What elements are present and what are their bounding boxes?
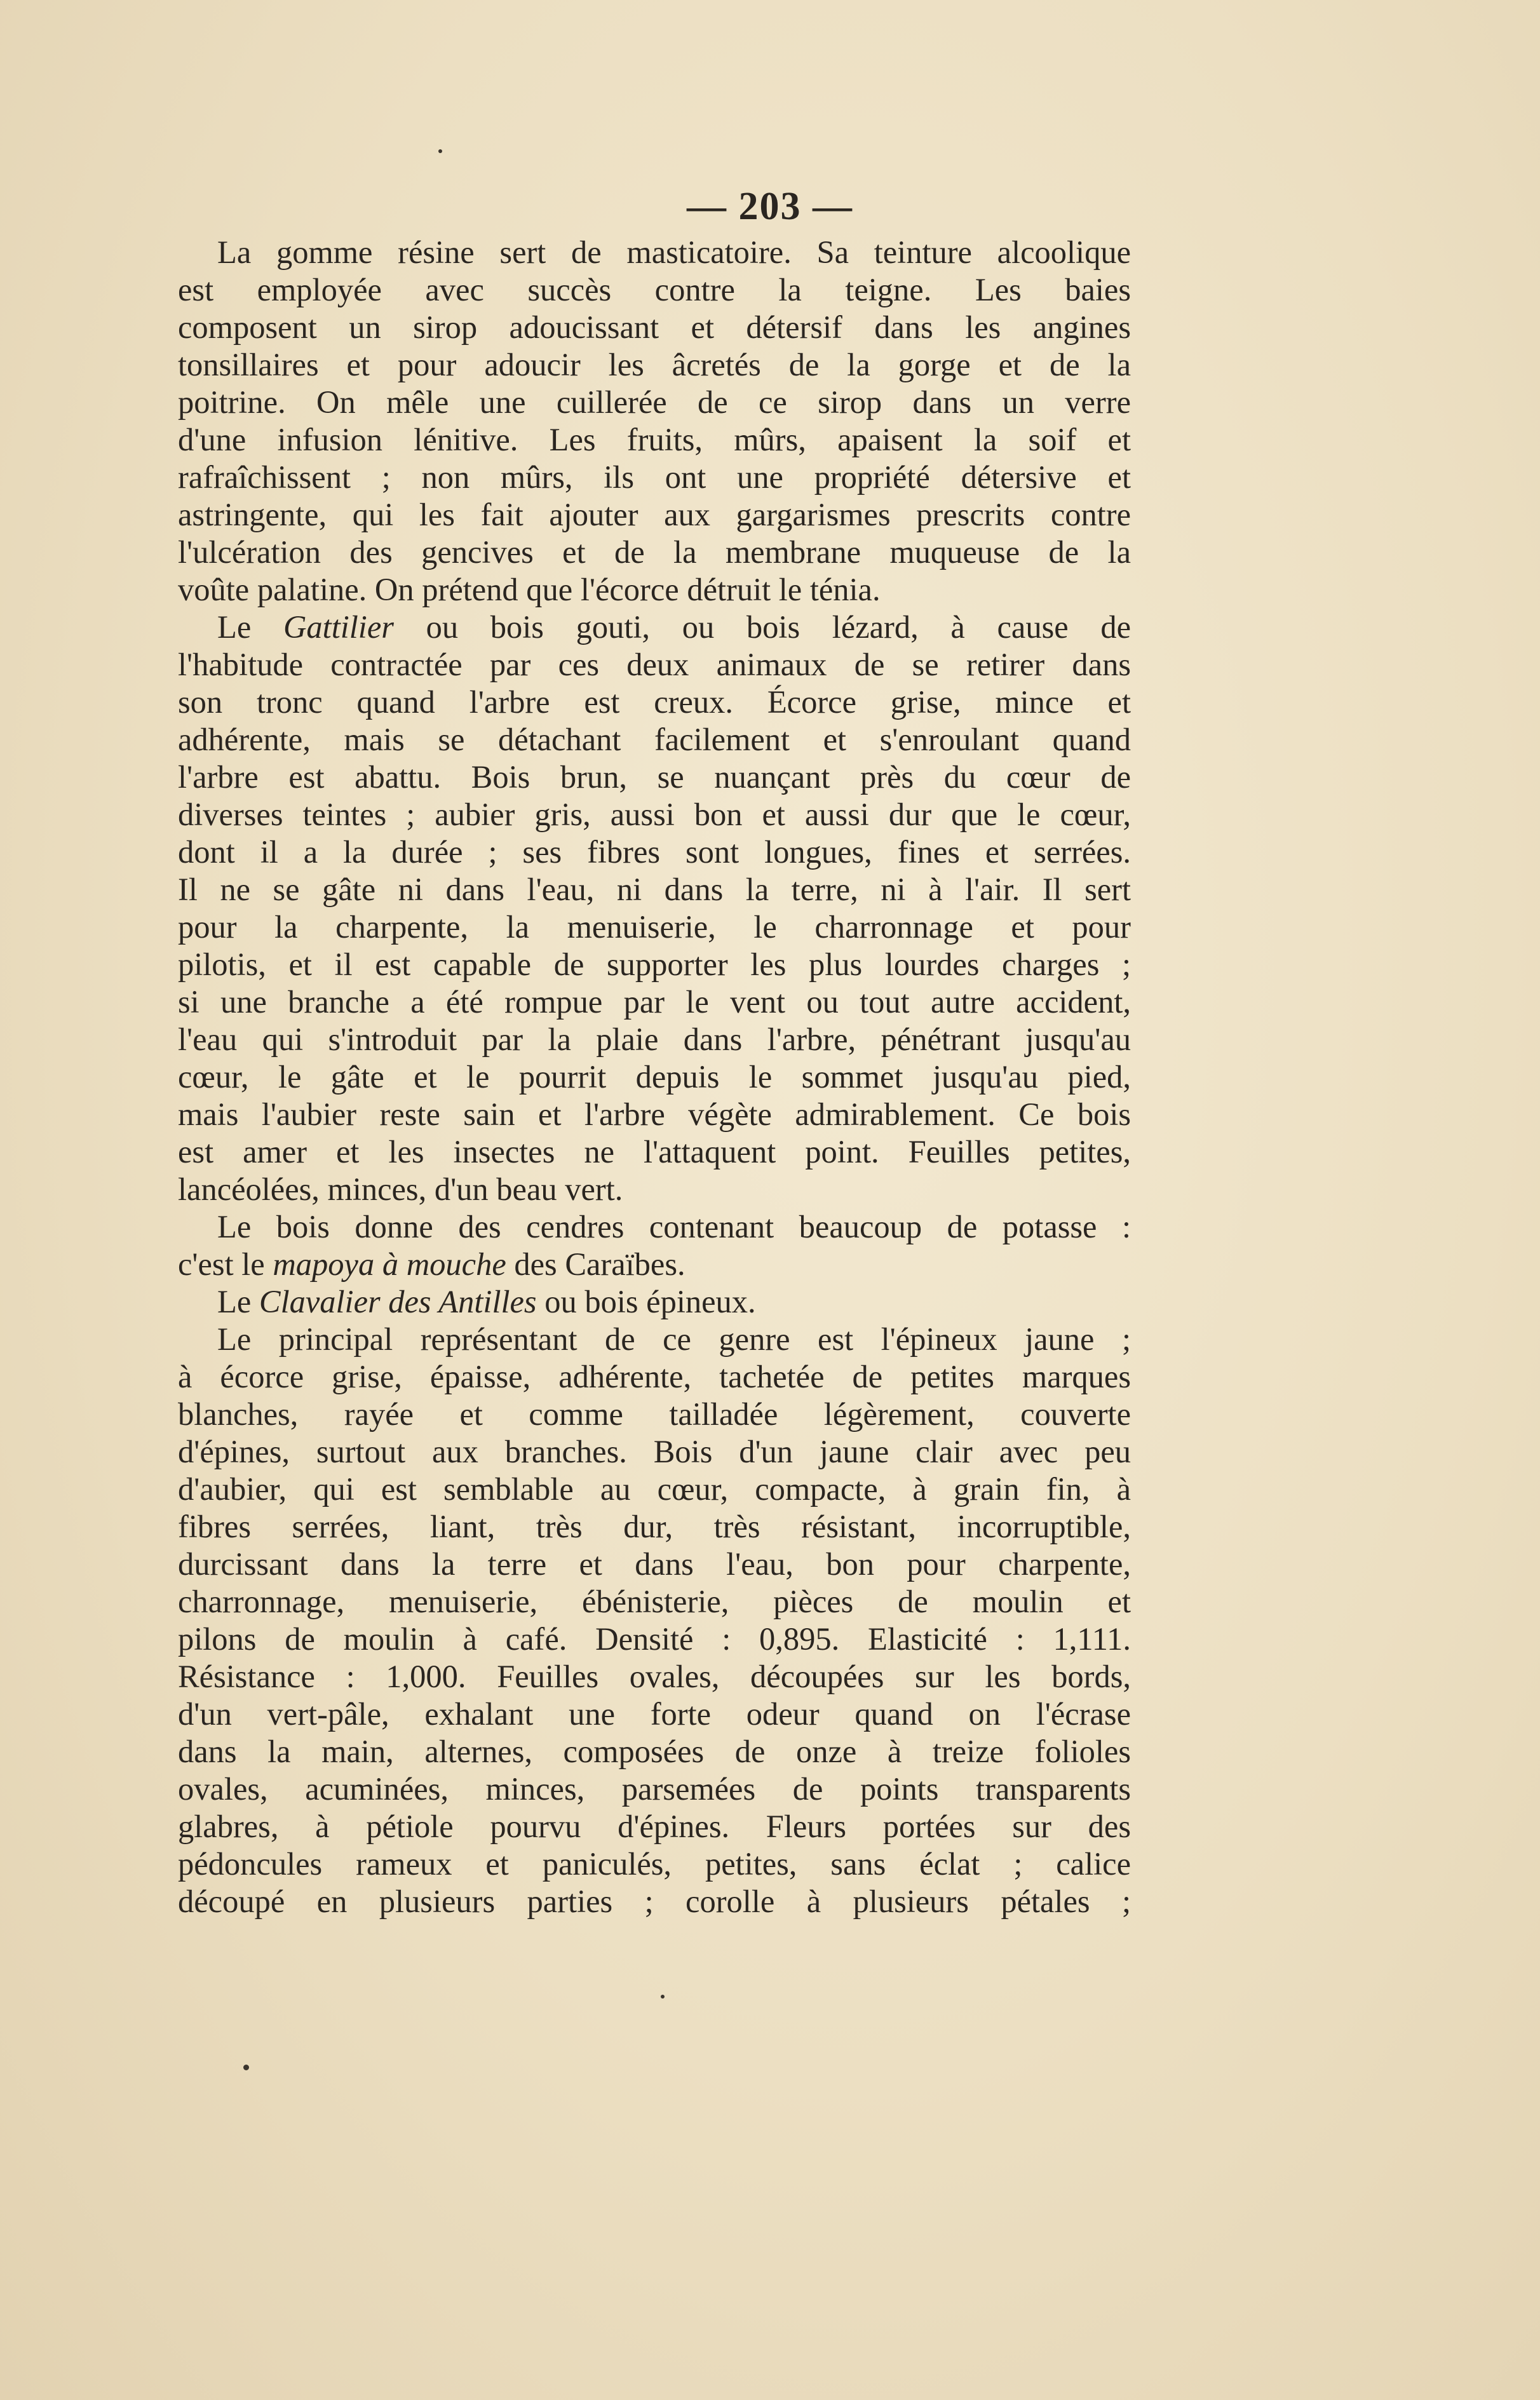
text-line: mais l'aubier reste sain et l'arbre végète admirablement. Ce bois (178, 1096, 1131, 1132)
text-line: Le bois donne des cendres contenant beaucoup de potasse : (217, 1209, 1131, 1244)
text-line: cœur, le gâte et le pourrit depuis le sommet jusqu'au pied, (178, 1059, 1131, 1095)
text-line: à écorce grise, épaisse, adhérente, tachetée de petites marques (178, 1359, 1131, 1394)
body-text (178, 234, 1131, 1920)
paragraph (178, 1283, 1131, 1321)
text-line: pour la charpente, la menuiserie, le charronnage et pour (178, 909, 1131, 945)
text-line: La gomme résine sert de masticatoire. Sa teinture alcoolique (217, 234, 1131, 270)
text-line: charronnage, menuiserie, ébénisterie, pièces de moulin et (178, 1584, 1131, 1619)
text-line: l'arbre est abattu. Bois brun, se nuançant près du cœur de (178, 759, 1131, 795)
text-line: dans la main, alternes, composées de onze à treize folioles (178, 1734, 1131, 1769)
text-line: dont il a la durée ; ses fibres sont longues, fines et serrées. (178, 834, 1131, 870)
text-line: rafraîchissent ; non mûrs, ils ont une propriété détersive et (178, 459, 1131, 495)
paragraph (178, 1321, 1131, 1920)
text-line: Résistance : 1,000. Feuilles ovales, découpées sur les bords, (178, 1659, 1131, 1694)
text-line: adhérente, mais se détachant facilement et s'enroulant quand (178, 722, 1131, 757)
text-line: d'un vert-pâle, exhalant une forte odeur quand on l'écrase (178, 1696, 1131, 1732)
text-line: pilons de moulin à café. Densité : 0,895. Elasticité : 1,111. (178, 1621, 1131, 1657)
print-speck (661, 1995, 665, 1999)
print-speck (438, 149, 442, 153)
text-line: d'épines, surtout aux branches. Bois d'un jaune clair avec peu (178, 1434, 1131, 1469)
print-speck (243, 2065, 249, 2070)
text-line: l'eau qui s'introduit par la plaie dans l'arbre, pénétrant jusqu'au (178, 1021, 1131, 1057)
text-line: fibres serrées, liant, très dur, très résistant, incorruptible, (178, 1509, 1131, 1544)
text-line: Le Clavalier des Antilles ou bois épineux. (217, 1284, 756, 1319)
text-line: poitrine. On mêle une cuillerée de ce sirop dans un verre (178, 384, 1131, 420)
text-line: composent un sirop adoucissant et détersif dans les angines (178, 309, 1131, 345)
text-line: l'habitude contractée par ces deux animaux de se retirer dans (178, 647, 1131, 682)
text-line: pédoncules rameux et paniculés, petites, sans éclat ; calice (178, 1846, 1131, 1882)
paragraph (178, 234, 1131, 609)
text-line: durcissant dans la terre et dans l'eau, bon pour charpente, (178, 1546, 1131, 1582)
text-line: Le Gattilier ou bois gouti, ou bois lézard, à cause de (217, 609, 1131, 645)
text-line: est employée avec succès contre la teigne. Les baies (178, 272, 1131, 307)
text-line: astringente, qui les fait ajouter aux gargarismes prescrits contre (178, 497, 1131, 532)
text-line: ovales, acuminées, minces, parsemées de points transparents (178, 1771, 1131, 1807)
text-line: d'une infusion lénitive. Les fruits, mûrs, apaisent la soif et (178, 422, 1131, 457)
text-line: voûte palatine. On prétend que l'écorce détruit le ténia. (178, 572, 881, 607)
text-line: Il ne se gâte ni dans l'eau, ni dans la terre, ni à l'air. Il sert (178, 872, 1131, 907)
text-line: tonsillaires et pour adoucir les âcretés de la gorge et de la (178, 347, 1131, 382)
paragraph (178, 609, 1131, 1208)
text-line: diverses teintes ; aubier gris, aussi bon et aussi dur que le cœur, (178, 797, 1131, 832)
text-line: est amer et les insectes ne l'attaquent point. Feuilles petites, (178, 1134, 1131, 1170)
text-line: c'est le mapoya à mouche des Caraïbes. (178, 1246, 686, 1282)
text-line: découpé en plusieurs parties ; corolle à plusieurs pétales ; (178, 1884, 1131, 1919)
text-line: Le principal représentant de ce genre est l'épineux jaune ; (217, 1321, 1131, 1357)
text-line: l'ulcération des gencives et de la membrane muqueuse de la (178, 534, 1131, 570)
page-number: — 203 — (687, 185, 853, 228)
text-line: glabres, à pétiole pourvu d'épines. Fleurs portées sur des (178, 1809, 1131, 1844)
paragraph (178, 1208, 1131, 1283)
text-line: son tronc quand l'arbre est creux. Écorce grise, mince et (178, 684, 1131, 720)
text-line: d'aubier, qui est semblable au cœur, compacte, à grain fin, à (178, 1471, 1131, 1507)
text-line: blanches, rayée et comme tailladée légèrement, couverte (178, 1396, 1131, 1432)
text-line: si une branche a été rompue par le vent ou tout autre accident, (178, 984, 1131, 1020)
text-line: lancéolées, minces, d'un beau vert. (178, 1171, 623, 1207)
text-line: pilotis, et il est capable de supporter les plus lourdes charges ; (178, 947, 1131, 982)
